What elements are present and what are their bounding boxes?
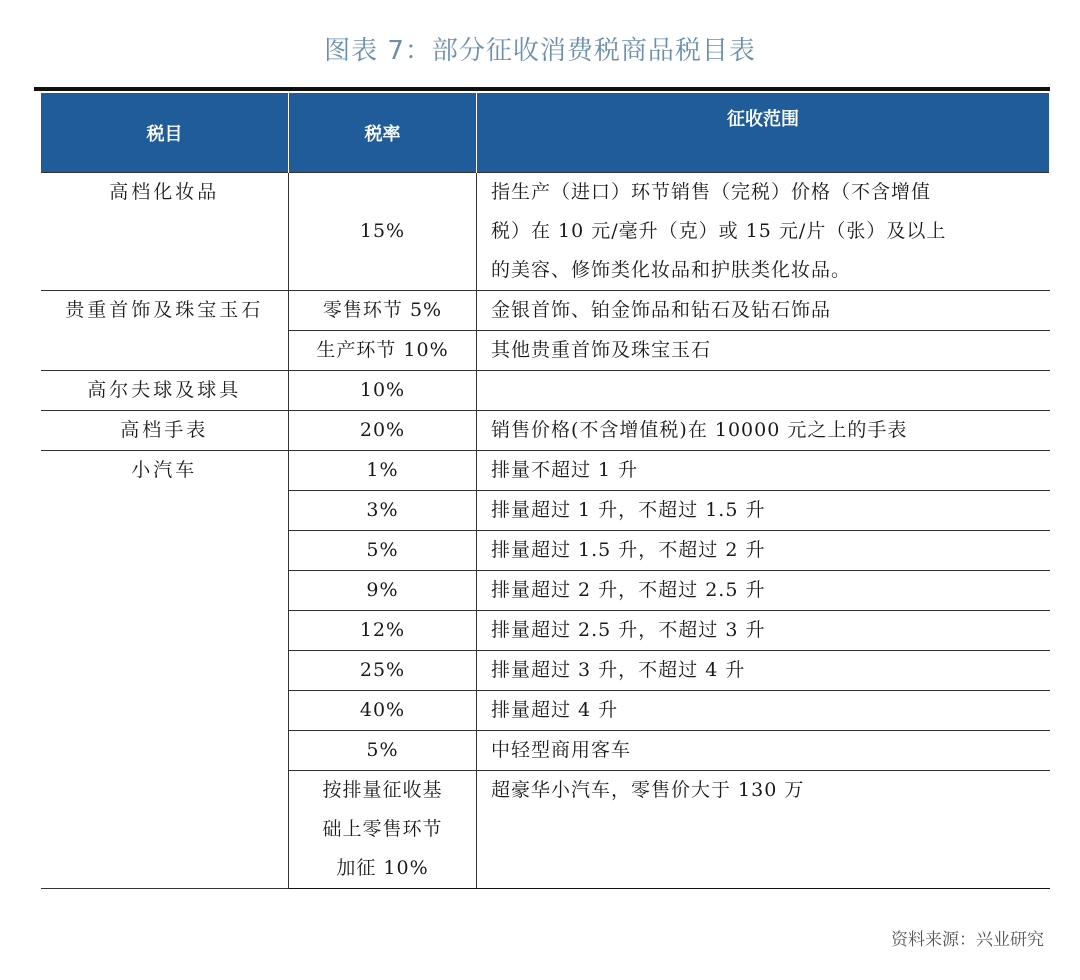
cell-rate: 生产环节 10%	[289, 331, 477, 371]
cell-scope: 排量超过 4 升	[477, 691, 1050, 731]
table-row	[41, 411, 1050, 451]
top-rule	[34, 87, 1050, 91]
cell-scope	[477, 371, 1050, 411]
cell-item: 高档化妆品	[41, 173, 289, 291]
header-rate: 税率	[289, 93, 477, 173]
cell-rate: 零售环节 5%	[289, 291, 477, 331]
scope-line: 税）在 10 元/毫升（克）或 15 元/片（张）及以上	[491, 220, 947, 242]
source-note: 资料来源：兴业研究	[891, 930, 1044, 950]
cell-rate: 10%	[289, 371, 477, 411]
scope-line: 指生产（进口）环节销售（完税）价格（不含增值	[491, 181, 932, 203]
cell-item: 高尔夫球及球具	[41, 371, 289, 411]
rate-line: 础上零售环节	[322, 818, 443, 840]
tax-table	[40, 93, 1050, 889]
table-row	[41, 173, 1050, 291]
scope-line: 的美容、修饰类化妆品和护肤类化妆品。	[491, 259, 852, 281]
cell-scope: 排量超过 1.5 升，不超过 2 升	[477, 531, 1050, 571]
cell-item: 小汽车	[41, 451, 289, 889]
cell-rate: 25%	[289, 651, 477, 691]
table-row	[41, 371, 1050, 411]
cell-rate: 9%	[289, 571, 477, 611]
cell-rate: 5%	[289, 531, 477, 571]
cell-scope: 销售价格(不含增值税)在 10000 元之上的手表	[477, 411, 1050, 451]
cell-scope: 排量超过 2 升，不超过 2.5 升	[477, 571, 1050, 611]
cell-rate: 40%	[289, 691, 477, 731]
cell-scope: 超豪华小汽车，零售价大于 130 万	[477, 771, 1050, 889]
cell-scope: 中轻型商用客车	[477, 731, 1050, 771]
header-row	[41, 93, 1050, 173]
cell-item: 贵重首饰及珠宝玉石	[41, 291, 289, 371]
table-row	[41, 291, 1050, 331]
table-row	[41, 451, 1050, 491]
rate-line: 加征 10%	[336, 857, 429, 879]
figure-title: 图表 7：部分征收消费税商品税目表	[324, 36, 756, 66]
rate-line: 按排量征收基	[322, 779, 443, 801]
cell-scope: 排量超过 1 升，不超过 1.5 升	[477, 491, 1050, 531]
header-scope: 征收范围	[477, 93, 1050, 173]
cell-rate: 1%	[289, 451, 477, 491]
cell-rate: 15%	[289, 173, 477, 291]
cell-rate: 3%	[289, 491, 477, 531]
cell-scope: 排量超过 3 升，不超过 4 升	[477, 651, 1050, 691]
cell-rate: 5%	[289, 731, 477, 771]
cell-rate	[289, 771, 477, 889]
cell-item: 高档手表	[41, 411, 289, 451]
cell-scope: 金银首饰、铂金饰品和钻石及钻石饰品	[477, 291, 1050, 331]
header-item: 税目	[41, 93, 289, 173]
cell-rate: 12%	[289, 611, 477, 651]
cell-scope	[477, 173, 1050, 291]
cell-scope: 其他贵重首饰及珠宝玉石	[477, 331, 1050, 371]
cell-scope: 排量不超过 1 升	[477, 451, 1050, 491]
cell-scope: 排量超过 2.5 升，不超过 3 升	[477, 611, 1050, 651]
cell-rate: 20%	[289, 411, 477, 451]
